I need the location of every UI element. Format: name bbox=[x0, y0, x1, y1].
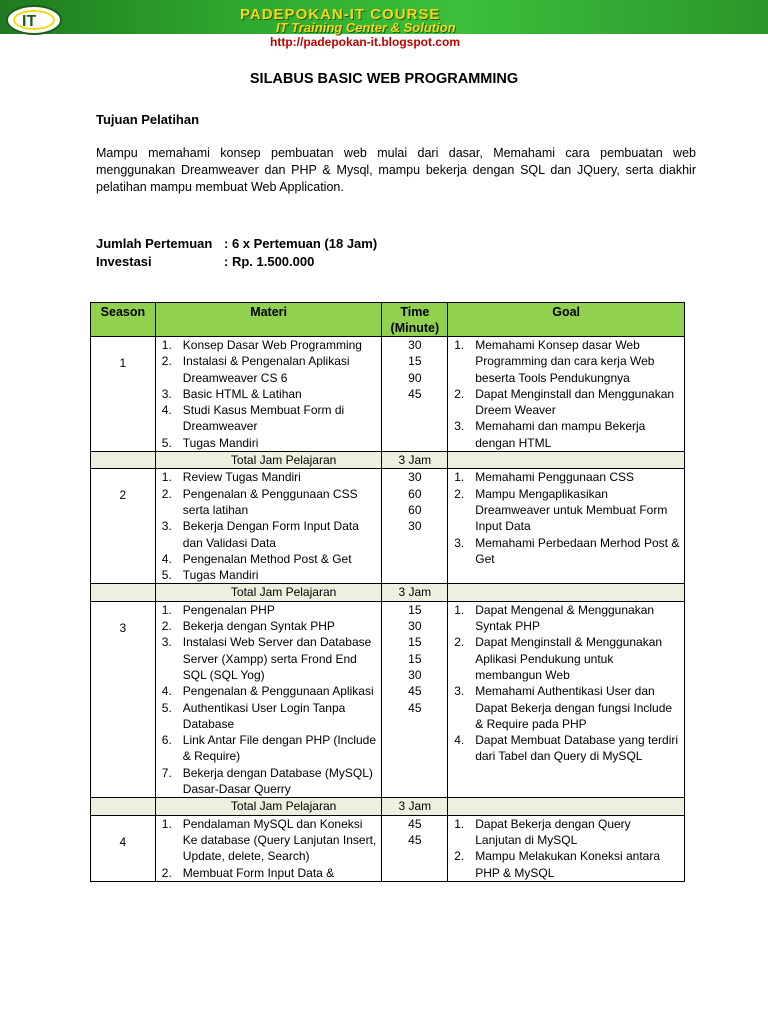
materi-list bbox=[156, 816, 382, 881]
materi-cell bbox=[155, 601, 382, 798]
item-number: 3. bbox=[454, 684, 465, 699]
goal-item bbox=[448, 535, 684, 568]
investment-value: : Rp. 1.500.000 bbox=[224, 254, 315, 269]
item-number: 7. bbox=[161, 765, 172, 780]
total-value: 3 Jam bbox=[382, 584, 448, 601]
goal-list bbox=[448, 337, 684, 451]
season-number: 3 bbox=[119, 620, 127, 635]
materi-item bbox=[156, 683, 382, 699]
goal-text: Memahami Perbedaan Merhod Post & Get bbox=[475, 535, 680, 566]
item-number: 5. bbox=[161, 700, 172, 715]
item-number: 4. bbox=[161, 684, 172, 699]
materi-item bbox=[156, 700, 382, 733]
goal-item bbox=[448, 816, 684, 849]
materi-cell bbox=[155, 815, 382, 881]
materi-text: Membuat Form Input Data & bbox=[182, 865, 335, 880]
total-empty-cell bbox=[91, 798, 156, 815]
materi-cell bbox=[155, 337, 382, 452]
syllabus-table bbox=[90, 302, 685, 882]
time-value: 45 bbox=[408, 700, 422, 715]
course-meta bbox=[96, 235, 377, 271]
time-value: 90 bbox=[408, 370, 422, 385]
materi-text: Review Tugas Mandiri bbox=[182, 470, 301, 485]
materi-text: Tugas Mandiri bbox=[182, 435, 259, 450]
time-value: 45 bbox=[408, 832, 422, 847]
materi-text: Instalasi & Pengenalan Aplikasi Dreamweaver CS 6 bbox=[182, 354, 350, 385]
meetings-row bbox=[96, 235, 377, 253]
season-number: 1 bbox=[119, 356, 127, 370]
time-cell bbox=[382, 815, 448, 881]
goal-item bbox=[448, 683, 684, 732]
goal-item bbox=[448, 486, 684, 535]
season-cell bbox=[91, 601, 156, 798]
time-value: 60 bbox=[408, 502, 422, 517]
item-number: 4. bbox=[161, 403, 172, 418]
syllabus-body bbox=[91, 337, 685, 882]
season-number: 4 bbox=[119, 834, 127, 849]
time-list bbox=[382, 469, 447, 534]
meetings-label: Jumlah Pertemuan bbox=[96, 236, 213, 251]
materi-text: Link Antar File dengan PHP (Include & Require) bbox=[182, 733, 377, 764]
materi-list bbox=[156, 602, 382, 798]
goal-cell bbox=[448, 601, 685, 798]
goal-item bbox=[448, 602, 684, 635]
item-number: 4. bbox=[454, 733, 465, 748]
materi-text: Instalasi Web Server dan Database Server (Xampp) serta Frond End SQL (SQL Yog) bbox=[182, 635, 372, 682]
item-number: 1. bbox=[161, 602, 172, 617]
time-list bbox=[382, 337, 447, 402]
item-number: 1. bbox=[454, 816, 465, 831]
item-number: 2. bbox=[161, 619, 172, 634]
materi-text: Studi Kasus Membuat Form di Dreamweaver bbox=[182, 403, 345, 434]
materi-text: Authentikasi User Login Tanpa Database bbox=[182, 700, 346, 731]
materi-item bbox=[156, 337, 382, 353]
item-number: 6. bbox=[161, 733, 172, 748]
item-number: 1. bbox=[454, 602, 465, 617]
goal-text: Memahami Penggunaan CSS bbox=[475, 470, 635, 485]
time-list bbox=[382, 816, 447, 849]
materi-list bbox=[156, 337, 382, 451]
time-value: 45 bbox=[408, 816, 422, 831]
total-empty-cell bbox=[91, 452, 156, 469]
time-value: 15 bbox=[408, 651, 422, 666]
time-value: 30 bbox=[408, 619, 422, 634]
season-cell bbox=[91, 337, 156, 452]
materi-text: Pengenalan & Penggunaan CSS serta latihan bbox=[182, 486, 358, 517]
item-number: 1. bbox=[161, 470, 172, 485]
table-row bbox=[91, 815, 685, 881]
goal-item bbox=[448, 634, 684, 683]
item-number: 4. bbox=[161, 551, 172, 566]
total-label: Total Jam Pelajaran bbox=[155, 798, 382, 815]
total-label: Total Jam Pelajaran bbox=[155, 452, 382, 469]
materi-text: Bekerja dengan Database (MySQL) Dasar-Dasar Querry bbox=[182, 765, 373, 797]
materi-item bbox=[156, 602, 382, 618]
materi-item bbox=[156, 402, 382, 435]
goal-text: Dapat Menginstall dan Menggunakan Dreem Weaver bbox=[475, 386, 675, 418]
materi-item bbox=[156, 865, 382, 881]
item-number: 1. bbox=[454, 338, 465, 352]
time-value: 45 bbox=[408, 386, 422, 401]
total-empty-cell bbox=[448, 798, 685, 815]
goal-text: Mampu Mengaplikasikan Dreamweaver untuk Membuat Form Input Data bbox=[475, 486, 668, 534]
total-value: 3 Jam bbox=[382, 452, 448, 469]
total-empty-cell bbox=[448, 452, 685, 469]
goal-text: Dapat Mengenal & Menggunakan Syntak PHP bbox=[475, 602, 655, 634]
materi-item bbox=[156, 386, 382, 402]
table-row bbox=[91, 337, 685, 452]
materi-text: Pengenalan & Penggunaan Aplikasi bbox=[182, 684, 374, 699]
materi-item bbox=[156, 567, 382, 583]
svg-text:IT: IT bbox=[22, 13, 37, 30]
time-value: 60 bbox=[408, 486, 422, 501]
materi-text: Tugas Mandiri bbox=[182, 568, 259, 583]
meetings-value: : 6 x Pertemuan (18 Jam) bbox=[224, 236, 378, 251]
materi-item bbox=[156, 469, 382, 485]
goal-item bbox=[448, 469, 684, 485]
materi-cell bbox=[155, 469, 382, 584]
materi-item bbox=[156, 353, 382, 386]
item-number: 2. bbox=[161, 865, 172, 880]
item-number: 3. bbox=[161, 635, 172, 650]
goal-cell bbox=[448, 469, 685, 584]
intro-paragraph: Mampu memahami konsep pembuatan web mulai dari dasar, Memahami cara pembuatan web menggunakan Dreamweaver dan PHP & Mysql, mampu bekerja dengan SQL dan JQuery, serta diakhir pelatihan mampu membuat Web Application. bbox=[96, 146, 696, 194]
item-number: 3. bbox=[454, 535, 465, 550]
time-value: 45 bbox=[408, 684, 422, 699]
materi-item bbox=[156, 634, 382, 683]
materi-item bbox=[156, 551, 382, 567]
item-number: 2. bbox=[454, 849, 465, 864]
it-logo-icon bbox=[4, 2, 64, 36]
materi-item bbox=[156, 816, 382, 865]
materi-item bbox=[156, 518, 382, 551]
total-empty-cell bbox=[91, 584, 156, 601]
materi-text: Bekerja dengan Syntak PHP bbox=[182, 619, 335, 634]
goal-text: Memahami dan mampu Bekerja dengan HTML bbox=[475, 419, 646, 450]
table-row bbox=[91, 469, 685, 584]
goal-item bbox=[448, 848, 684, 881]
materi-text: Pengenalan Method Post & Get bbox=[182, 551, 352, 566]
header-banner bbox=[0, 0, 768, 34]
materi-item bbox=[156, 732, 382, 765]
item-number: 2. bbox=[161, 354, 172, 369]
goal-cell bbox=[448, 337, 685, 452]
item-number: 1. bbox=[454, 470, 465, 485]
item-number: 2. bbox=[454, 486, 465, 501]
time-value: 30 bbox=[408, 667, 422, 682]
goal-item bbox=[448, 337, 684, 386]
time-value: 30 bbox=[408, 338, 422, 352]
season-cell bbox=[91, 469, 156, 584]
total-row bbox=[91, 584, 685, 601]
materi-text: Pendalaman MySQL dan Koneksi Ke database (Query Lanjutan Insert, Update, delete, Search) bbox=[182, 816, 377, 864]
goal-text: Memahami Authentikasi User dan Dapat Bekerja dengan fungsi Include & Require pada PHP bbox=[475, 684, 673, 731]
total-value: 3 Jam bbox=[382, 798, 448, 815]
goal-list bbox=[448, 602, 684, 765]
goal-item bbox=[448, 386, 684, 419]
time-value: 30 bbox=[408, 519, 422, 534]
table-row bbox=[91, 601, 685, 798]
investment-label: Investasi bbox=[96, 254, 152, 269]
item-number: 2. bbox=[454, 386, 465, 401]
goal-list bbox=[448, 816, 684, 881]
time-cell bbox=[382, 469, 448, 584]
brand-tagline: IT Training Center & Solution bbox=[276, 20, 456, 35]
time-value: 30 bbox=[408, 470, 422, 485]
item-number: 1. bbox=[161, 338, 172, 352]
table-header-row bbox=[91, 303, 685, 337]
item-number: 1. bbox=[161, 816, 172, 831]
item-number: 2. bbox=[161, 486, 172, 501]
season-number: 2 bbox=[119, 488, 127, 503]
total-empty-cell bbox=[448, 584, 685, 601]
goal-text: Dapat Bekerja dengan Query Lanjutan di MySQL bbox=[475, 816, 631, 847]
time-cell bbox=[382, 601, 448, 798]
item-number: 3. bbox=[161, 386, 172, 401]
materi-text: Pengenalan PHP bbox=[182, 602, 275, 617]
goal-item bbox=[448, 418, 684, 451]
header-time: Time (Minute) bbox=[382, 303, 448, 337]
season-cell bbox=[91, 815, 156, 881]
time-cell bbox=[382, 337, 448, 452]
materi-item bbox=[156, 435, 382, 451]
goal-list bbox=[448, 469, 684, 567]
total-label: Total Jam Pelajaran bbox=[155, 584, 382, 601]
header-goal: Goal bbox=[448, 303, 685, 337]
goal-text: Mampu Melakukan Koneksi antara PHP & MySQL bbox=[475, 849, 661, 880]
materi-text: Bekerja Dengan Form Input Data dan Validasi Data bbox=[182, 519, 359, 550]
time-value: 15 bbox=[408, 354, 422, 369]
website-url[interactable]: http://padepokan-it.blogspot.com bbox=[270, 35, 460, 49]
total-row bbox=[91, 798, 685, 815]
item-number: 5. bbox=[161, 568, 172, 583]
item-number: 3. bbox=[454, 419, 465, 434]
section-title: Tujuan Pelatihan bbox=[96, 112, 200, 127]
materi-text: Konsep Dasar Web Programming bbox=[182, 338, 362, 352]
time-list bbox=[382, 602, 447, 716]
materi-item bbox=[156, 486, 382, 519]
goal-cell bbox=[448, 815, 685, 881]
goal-text: Dapat Membuat Database yang terdiri dari Tabel dan Query di MySQL bbox=[475, 733, 679, 764]
item-number: 2. bbox=[454, 635, 465, 650]
investment-row bbox=[96, 253, 377, 271]
materi-item bbox=[156, 765, 382, 798]
goal-text: Memahami Konsep dasar Web Programming dan cara kerja Web beserta Tools Pendukungnya bbox=[475, 338, 655, 385]
total-row bbox=[91, 452, 685, 469]
document-title: SILABUS BASIC WEB PROGRAMMING bbox=[249, 71, 519, 87]
materi-text: Basic HTML & Latihan bbox=[182, 386, 302, 401]
item-number: 3. bbox=[161, 519, 172, 534]
materi-list bbox=[156, 469, 382, 583]
materi-item bbox=[156, 618, 382, 634]
header-materi: Materi bbox=[155, 303, 382, 337]
brand-name: PADEPOKAN-IT COURSE bbox=[240, 6, 441, 23]
time-value: 15 bbox=[408, 602, 422, 617]
item-number: 5. bbox=[161, 435, 172, 450]
goal-text: Dapat Menginstall & Menggunakan Aplikasi Pendukung untuk membangun Web bbox=[475, 635, 663, 682]
goal-item bbox=[448, 732, 684, 765]
header-season: Season bbox=[91, 303, 156, 337]
time-value: 15 bbox=[408, 635, 422, 650]
